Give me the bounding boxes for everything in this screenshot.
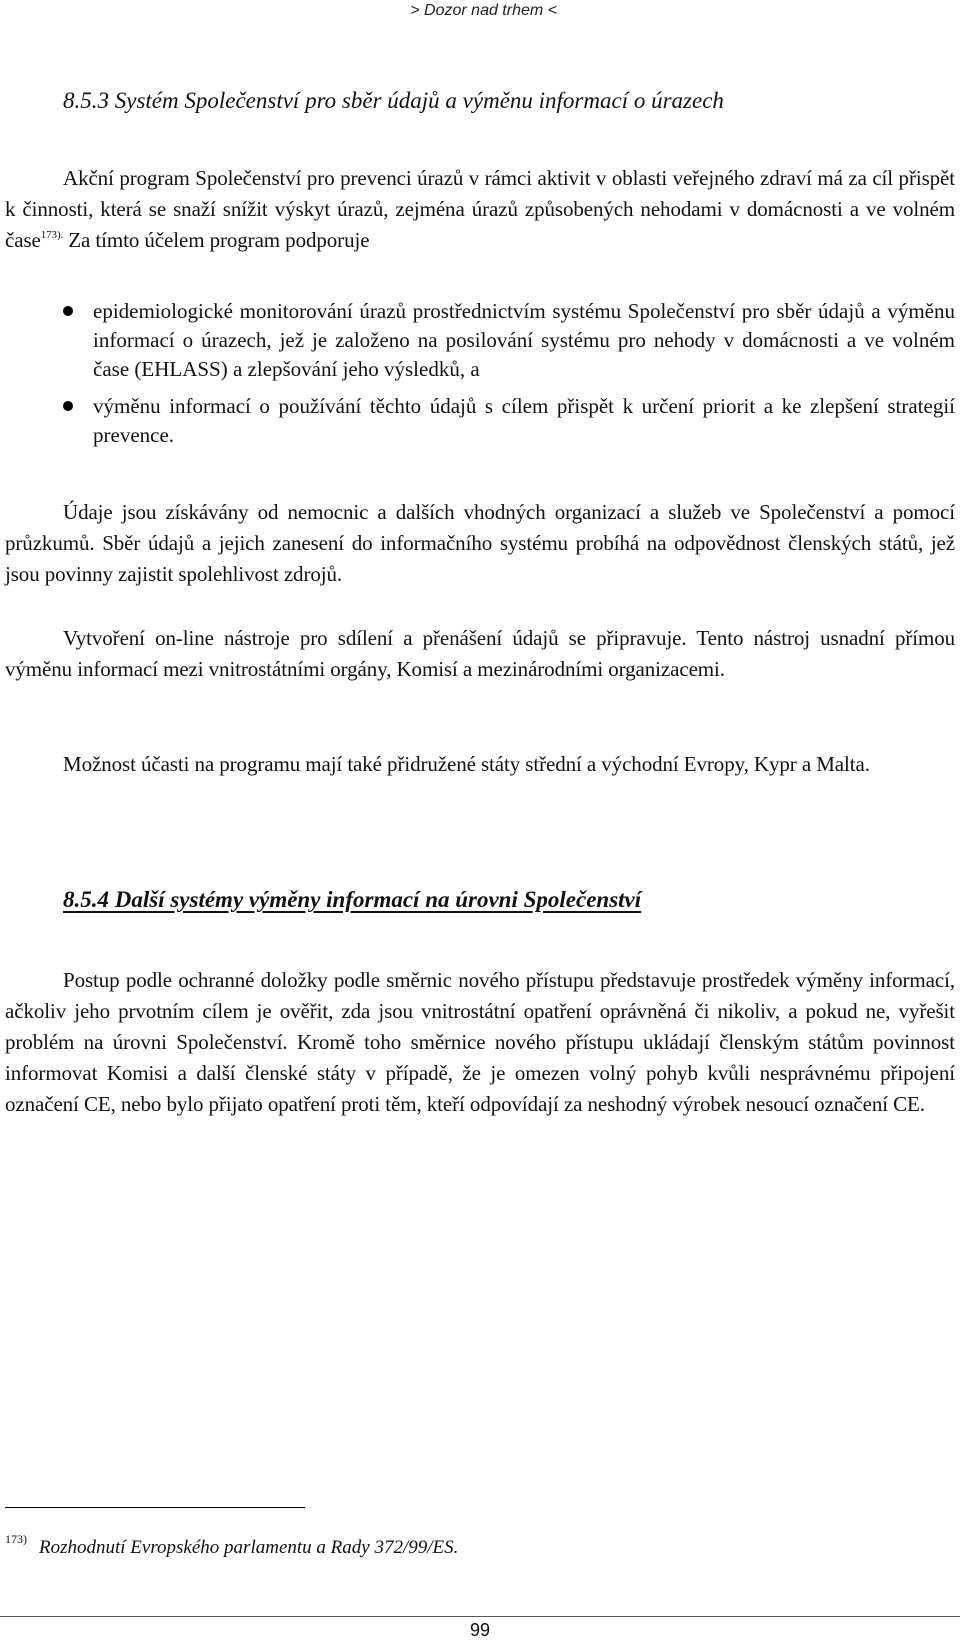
intro-paragraph <box>5 163 955 256</box>
footnote <box>5 1532 805 1559</box>
footnote-mark: 173) <box>5 1532 27 1546</box>
page-footer-divider <box>0 1616 960 1617</box>
footnote-text: Rozhodnutí Evropského parlamentu a Rady 372/99/ES. <box>39 1537 459 1558</box>
paragraph-safeguard-clause: Postup podle ochranné doložky podle směrnic nového přístupu představuje prostředek výměny informací, ačkoliv jeho prvotním cílem je ověřit, zda jsou vnitrostátní opatření oprávněná či nikoliv, a pokud ne, vyřešit problém na úrovni Společenství. Kromě toho směrnice nového přístupu ukládají členským státům povinnost informovat Komisi a další členské státy v případě, že je omezen volný pohyb kvůli nesprávnému připojení označení CE, nebo bylo přijato opatření proti těm, kteří odpovídají za neshodný výrobek nesoucí označení CE. <box>5 968 955 1116</box>
intro-tail: Za tímto účelem program podporuje <box>63 228 370 252</box>
running-header: > Dozor nad trhem < <box>410 2 557 19</box>
footnote-reference[interactable]: 173). <box>40 229 64 241</box>
list-item-text: epidemiologické monitorování úrazů prostřednictvím systému Společenství pro sběr údajů a výměnu informací o úrazech, jež je založeno na posilování systému pro nehody v domácnosti a ve volném čase (EHLASS) a zlepšování jeho výsledků, a <box>93 299 955 381</box>
page-number: 99 <box>469 1620 491 1640</box>
paragraph-participation: Možnost účasti na programu mají také přidružené státy střední a východní Evropy, Kypr a Malta. <box>63 752 870 776</box>
paragraph-online-tool: Vytvoření on-line nástroje pro sdílení a přenášení údajů se připravuje. Tento nástroj usnadní přímou výměnu informací mezi vnitrostátními orgány, Komisí a mezinárodními organizacemi. <box>5 626 955 681</box>
paragraph-data-collection: Údaje jsou získávány od nemocnic a dalších vhodných organizací a služeb ve Společenství a pomocí průzkumů. Sběr údajů a jejich zanesení do informačního systému probíhá na odpovědnost členských států, jež jsou povinny zajistit spolehlivost zdrojů. <box>5 500 955 586</box>
list-item-text: výměnu informací o používání těchto údajů s cílem přispět k určení priorit a ke zlepšení strategií prevence. <box>93 394 955 447</box>
footnote-divider <box>5 1507 305 1508</box>
list-item <box>93 297 955 384</box>
section-heading-8-5-4: 8.5.4 Další systémy výměny informací na úrovni Společenství <box>63 887 642 912</box>
bullet-list <box>93 297 955 458</box>
bullet-icon <box>63 306 73 316</box>
section-heading-8-5-3: 8.5.3 Systém Společenství pro sběr údajů a výměnu informací o úrazech <box>63 88 724 113</box>
bullet-icon <box>63 401 73 411</box>
intro-text: Akční program Společenství pro prevenci úrazů v rámci aktivit v oblasti veřejného zdraví má za cíl přispět k činnosti, která se snaží snížit výskyt úrazů, zejména úrazů způsobených nehodami v domácnosti a ve volném čase <box>5 166 955 252</box>
list-item <box>93 392 955 450</box>
